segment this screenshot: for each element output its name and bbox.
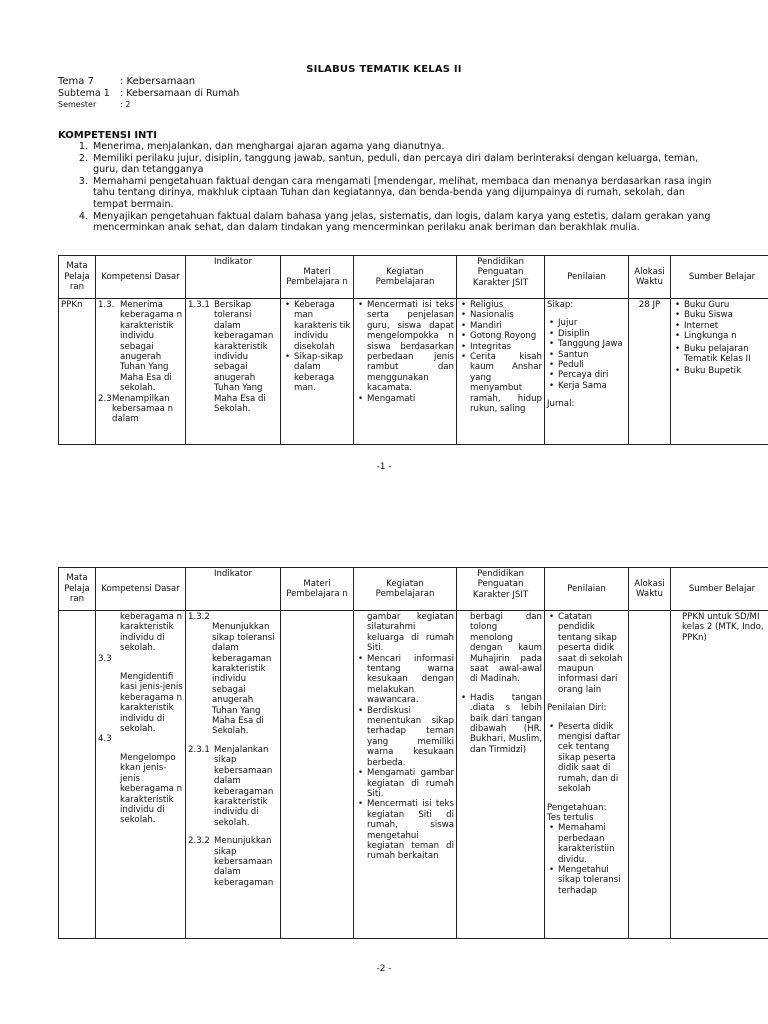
kd-text: Menampilkan kebersamaa n dalam [112, 393, 174, 425]
indikator-text: Menunjukkan sikap toleransi dalam keberagaman karakteristik individu sebagai anugerah Tuhan Yang Maha Esa di Sekolah. [212, 622, 275, 737]
kd-text: Mengelompo kkan jenis-jenis keberagama n karakteristik individu di sekolah. [120, 752, 183, 826]
header-materi: Materi Pembelajara n [281, 568, 354, 611]
penilaian-sikap-label: Sikap: [547, 300, 574, 310]
indikator-number: 2.3.2 [188, 836, 210, 847]
meta-semester [58, 100, 239, 110]
header-alokasi: Alokasi Waktu [629, 256, 671, 299]
cell-kompetensi-dasar [96, 299, 186, 445]
meta-subtema [58, 88, 239, 100]
indikator-number: 1.3.2 [188, 612, 210, 622]
sumber-item: • Lingkunga n [684, 331, 768, 341]
kd-continued: keberagama n karakteristik individu di sekolah. [120, 612, 183, 654]
ki-text: Menyajikan pengetahuan faktual dalam bahasa yang jelas, sistematis, dan logis, dalam karya yang estetis, dalam gerakan yang mencerminkan anak sehat, dan dalam tindakan yang mencerminkan perilaku anak beriman dan berakhlak mulia. [93, 210, 711, 234]
cell-sumber [671, 299, 768, 445]
cell-alokasi [629, 611, 671, 939]
ki-text: Memiliki perilaku jujur, disiplin, tanggung jawab, santun, peduli, dan percaya diri dalam berinteraksi dengan keluarga, teman, guru, dan tetangganya [93, 152, 699, 176]
meta-key: Semester [58, 100, 97, 109]
cell-kegiatan [354, 299, 457, 445]
indikator-text: Menunjukkan sikap kebersamaan dalam keberagaman [214, 836, 274, 888]
sumber-item: • Buku Siswa [684, 310, 768, 320]
penilaian-pengetahuan-label: Pengetahuan: [547, 802, 607, 813]
sikap-item: • Disiplin [558, 329, 626, 339]
karakter-item: • Gotong Royong [470, 331, 542, 341]
kegiatan-continued: gambar kegiatan silaturahmi keluarga di rumah Siti. [367, 612, 454, 654]
header-kompetensi-dasar: Kompetensi Dasar [96, 568, 186, 611]
indikator-number: 1.3.1 [188, 300, 210, 310]
page-number-2: -2 - [376, 964, 392, 974]
ki-item [58, 141, 714, 153]
penilaian-item: • Peserta didik mengisi daftar cek tentang sikap peserta didik saat di rumah, dan di sekolah [558, 722, 626, 795]
header-penilaian: Penilaian [545, 568, 629, 611]
indikator-number: 2.3.1 [188, 744, 210, 755]
ki-text: Menerima, menjalankan, dan menghargai ajaran agama yang dianutnya. [93, 141, 445, 152]
meta-tema [58, 76, 239, 88]
syllabus-table-page-1 [58, 255, 768, 445]
indikator-text: Bersikap toleransi dalam keberagaman karakteristik individu sebagai anugerah Tuhan Yang Maha Esa di Sekolah. [214, 300, 274, 415]
kegiatan-item: • Berdiskusi menentukan sikap terhadap teman yang memiliki warna kesukaan berbeda. [367, 706, 454, 768]
ki-number: 3. [78, 175, 88, 187]
penilaian-jurnal-label: Jurnal: [547, 399, 575, 410]
cell-kegiatan [354, 611, 457, 939]
cell-alokasi: 28 JP [629, 299, 671, 445]
cell-materi [281, 299, 354, 445]
penilaian-diri-label: Penilaian Diri: [547, 703, 607, 714]
kompetensi-inti-heading: KOMPETENSI INTI [58, 130, 157, 141]
cell-indikator [186, 299, 281, 445]
kompetensi-inti-list [58, 141, 714, 234]
syllabus-table-page-2 [58, 567, 768, 939]
sikap-item: • Peduli [558, 360, 626, 370]
sumber-text: PPKN untuk SD/MI kelas 2 (MTK, Indo, PPKn) [682, 612, 764, 643]
sumber-item: • Buku Bupetik [684, 366, 768, 376]
header-sumber: Sumber Belajar [671, 256, 768, 299]
sikap-item: • Jujur [558, 318, 626, 328]
header-sumber: Sumber Belajar [671, 568, 768, 611]
sikap-item: • Santun [558, 350, 626, 360]
cell-materi [281, 611, 354, 939]
header-kegiatan: Kegiatan Pembelajaran [354, 568, 457, 611]
document-meta [58, 76, 239, 110]
sikap-item: • Percaya diri [558, 370, 626, 380]
karakter-item: • Mandiri [470, 321, 542, 331]
karakter-item: • Cerita kisah kaum Anshar yang menyambut ramah, hidup rukun, saling [470, 352, 542, 414]
cell-penilaian [545, 299, 629, 445]
penilaian-item: • Mengetahui sikap toleransi terhadap [558, 865, 626, 896]
sumber-item: • Buku Guru [684, 300, 768, 310]
header-kegiatan: Kegiatan Pembelajaran [354, 256, 457, 299]
meta-key: Tema 7 [58, 76, 94, 87]
kd-number: 2.3 [98, 393, 112, 404]
cell-sumber [671, 611, 768, 939]
sikap-item: • Kerja Sama [558, 381, 626, 391]
cell-karakter [457, 611, 545, 939]
ki-number: 4. [78, 210, 88, 222]
karakter-item: • Integritas [470, 342, 542, 352]
ki-text: Memahami pengetahuan faktual dengan cara mengamati [mendengar, melihat, membaca dan menanya berdasarkan rasa ingin tahu tentang dirinya, makhluk ciptaan Tuhan dan kegiatannya, dan benda-benda yang dijumpainya di rumah, sekolah, dan tempat bermain. [93, 175, 712, 210]
kegiatan-item: • Mencari informasi tentang warna kesukaan dengan melakukan wawancara. [367, 654, 454, 706]
ki-item [58, 153, 714, 176]
kd-number: 3.3 [98, 653, 112, 664]
header-mata-pelajaran: Mata Pelaja ran [59, 256, 96, 299]
kd-text: Mengidentifi kasi jenis-jenis keberagama n karakteristik individu di sekolah. [120, 672, 183, 735]
ki-number: 1. [78, 141, 88, 152]
penilaian-tes-label: Tes tertulis [547, 812, 594, 823]
karakter-item: • Hadis tangan .diata s lebih baik dari tangan dibawah (HR. Bukhari, Muslim, dan Tirmidzi) [470, 693, 542, 755]
meta-value: : Kebersamaan di Rumah [120, 88, 240, 99]
header-karakter: Pendidikan Penguatan Karakter JSIT [457, 568, 545, 611]
cell-mapel: PPKn [59, 299, 96, 445]
header-penilaian: Penilaian [545, 256, 629, 299]
sikap-item: • Tanggung Jawa [558, 339, 626, 349]
kegiatan-item: • Mencermati isi teks kegiatan Siti di rumah, siswa mengetahui kegiatan teman di rumah berkaitan [367, 799, 454, 861]
kd-number: 1.3. [98, 300, 115, 310]
kegiatan-item: • Mengamati gambar kegiatan di rumah Siti. [367, 768, 454, 799]
karakter-continued: berbagi dan tolong menolong dengan kaum Muhajirin pada saat awal-awal di Madinah. [470, 612, 542, 685]
cell-penilaian [545, 611, 629, 939]
header-alokasi: Alokasi Waktu [629, 568, 671, 611]
sumber-item: • Internet [684, 321, 768, 331]
kegiatan-item: • Mengamati [367, 394, 454, 404]
header-indikator: Indikator [186, 256, 281, 299]
cell-mapel [59, 611, 96, 939]
meta-value: : 2 [120, 100, 131, 109]
ki-number: 2. [78, 152, 88, 164]
cell-karakter [457, 299, 545, 445]
header-materi: Materi Pembelajara n [281, 256, 354, 299]
materi-item: • Sikap-sikap dalam keberaga man. [294, 352, 351, 394]
materi-item: • Keberaga man karakteris tik individu disekolah [294, 300, 351, 352]
sumber-item: • Buku pelajaran Tematik Kelas II [684, 344, 768, 365]
penilaian-item: • Catatan pendidik tentang sikap peserta didik saat di sekolah maupun informasi dari orang lain [558, 612, 626, 695]
meta-value: : Kebersamaan [120, 76, 196, 87]
ki-item [58, 176, 714, 211]
kegiatan-item: • Mencermati isi teks serta penjelasan guru, siswa dapat mengelompokka n siswa berdasarkan perbedaan jenis rambut dan menggunakan kacamata. [367, 300, 454, 394]
cell-kompetensi-dasar [96, 611, 186, 939]
kd-number: 4.3 [98, 734, 112, 745]
header-kompetensi-dasar: Kompetensi Dasar [96, 256, 186, 299]
kd-text: Menerima keberagama n karakteristik individu sebagai anugerah Tuhan Yang Maha Esa di sekolah. [120, 300, 183, 394]
ki-item [58, 211, 714, 234]
header-karakter: Pendidikan Penguatan Karakter JSIT [457, 256, 545, 299]
document-title: SILABUS TEMATIK KELAS II [306, 64, 462, 75]
karakter-item: • Nasionalis [470, 310, 542, 320]
header-indikator: Indikator [186, 568, 281, 611]
cell-indikator [186, 611, 281, 939]
indikator-text: Menjalankan sikap kebersamaan dalam keberagaman karakteristik individu di sekolah. [214, 744, 274, 828]
karakter-item: • Religius [470, 300, 542, 310]
page-number-1: -1 - [376, 462, 392, 472]
penilaian-item: • Memahami perbedaan karakteristiin dividu. [558, 823, 626, 865]
header-mata-pelajaran: Mata Pelaja ran [59, 568, 96, 611]
meta-key: Subtema 1 [58, 88, 110, 99]
